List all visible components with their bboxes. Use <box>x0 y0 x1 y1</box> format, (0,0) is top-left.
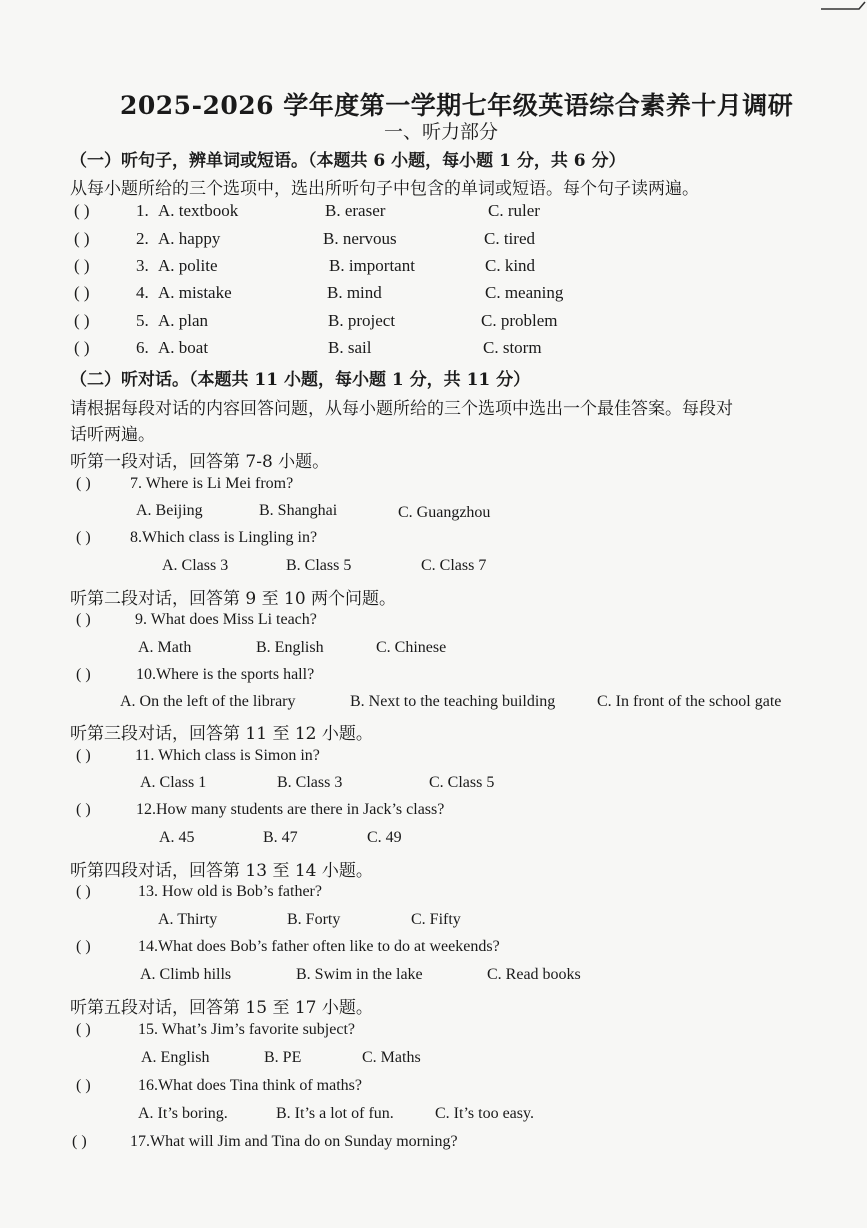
option-c: C. problem <box>481 311 558 330</box>
section1-instruction: 从每小题所给的三个选项中，选出所听句子中包含的单词或短语。每个句子读两遍。 <box>70 179 699 199</box>
question-number: 5. <box>136 311 149 330</box>
option-c: C. Maths <box>362 1049 421 1066</box>
option-a: A. On the left of the library <box>120 693 296 710</box>
option-b: B. sail <box>328 338 372 357</box>
answer-bracket[interactable]: ( ) <box>74 311 90 330</box>
answer-bracket[interactable]: ( ) <box>76 611 91 628</box>
option-b: B. Class 5 <box>286 557 352 574</box>
option-b: B. PE <box>264 1049 302 1066</box>
option-b: B. It’s a lot of fun. <box>276 1105 394 1122</box>
option-b: B. mind <box>327 283 382 302</box>
option-c: C. ruler <box>488 201 540 220</box>
question-stem: 13. How old is Bob’s father? <box>138 883 322 900</box>
question-stem: 14.What does Bob’s father often like to do at weekends? <box>138 938 500 955</box>
question-number: 2. <box>136 229 149 248</box>
option-b: B. Shanghai <box>259 502 338 519</box>
question-stem: 12.How many students are there in Jack’s class? <box>136 801 445 818</box>
answer-bracket[interactable]: ( ) <box>76 883 91 900</box>
question-number: 3. <box>136 256 149 275</box>
answer-bracket[interactable]: ( ) <box>76 938 91 955</box>
section2-instruction: 请根据每段对话的内容回答问题，从每小题所给的三个选项中选出一个最佳答案。每段对 <box>70 399 733 419</box>
question-number: 1. <box>136 201 149 220</box>
option-a: A. Class 3 <box>162 557 229 574</box>
option-c: C. meaning <box>485 283 564 302</box>
option-b: B. 47 <box>263 829 298 846</box>
option-b: B. project <box>328 311 396 330</box>
option-a: A. It’s boring. <box>138 1105 228 1122</box>
option-a: A. Math <box>138 639 192 656</box>
exam-title: 2025-2026 学年度第一学期七年级英语综合素养十月调研 <box>120 91 794 120</box>
option-a: A. happy <box>158 229 221 248</box>
option-a: A. 45 <box>159 829 195 846</box>
option-a: A. textbook <box>158 201 239 220</box>
section2-header: （二）听对话。（本题共 11 小题，每小题 1 分，共 11 分） <box>70 370 531 390</box>
answer-bracket[interactable]: ( ) <box>74 201 90 220</box>
question-stem: 17.What will Jim and Tina do on Sunday morning? <box>130 1133 458 1150</box>
answer-bracket[interactable]: ( ) <box>76 529 91 546</box>
question-stem: 10.Where is the sports hall? <box>136 666 315 683</box>
section1-header: （一）听句子，辨单词或短语。（本题共 6 小题，每小题 1 分，共 6 分） <box>70 151 626 171</box>
option-a: A. Thirty <box>158 911 218 928</box>
option-c: C. Chinese <box>376 639 447 656</box>
question-stem: 9. What does Miss Li teach? <box>135 611 317 628</box>
option-c: C. Class 5 <box>429 774 495 791</box>
option-c: C. 49 <box>367 829 402 846</box>
option-c: C. Read books <box>487 966 581 983</box>
option-b: B. eraser <box>325 201 386 220</box>
answer-bracket[interactable]: ( ) <box>74 338 90 357</box>
answer-bracket[interactable]: ( ) <box>74 256 90 275</box>
option-b: B. important <box>329 256 415 275</box>
answer-bracket[interactable]: ( ) <box>74 283 90 302</box>
option-a: A. boat <box>158 338 209 357</box>
dialogue-intro: 听第一段对话，回答第 7-8 小题。 <box>70 452 330 472</box>
dialogue-intro: 听第五段对话，回答第 15 至 17 小题。 <box>70 998 373 1018</box>
option-c: C. tired <box>484 229 535 248</box>
option-c: C. Class 7 <box>421 557 487 574</box>
dialogue-intro: 听第三段对话，回答第 11 至 12 小题。 <box>70 724 373 744</box>
option-b: B. nervous <box>323 229 397 248</box>
option-a: A. polite <box>158 256 218 275</box>
question-stem: 15. What’s Jim’s favorite subject? <box>138 1021 355 1038</box>
option-a: A. Beijing <box>136 502 203 519</box>
part-title: 一、听力部分 <box>384 121 499 143</box>
answer-bracket[interactable]: ( ) <box>72 1133 87 1150</box>
corner-pen-mark <box>819 0 867 14</box>
answer-bracket[interactable]: ( ) <box>76 801 91 818</box>
option-b: B. English <box>256 639 324 656</box>
option-c: C. Guangzhou <box>398 504 491 521</box>
option-c: C. In front of the school gate <box>597 693 782 710</box>
option-b: B. Next to the teaching building <box>350 693 556 710</box>
answer-bracket[interactable]: ( ) <box>76 747 91 764</box>
question-stem: 11. Which class is Simon in? <box>135 747 320 764</box>
section2-instruction-cont: 话听两遍。 <box>70 425 155 445</box>
option-b: B. Class 3 <box>277 774 343 791</box>
question-stem: 7. Where is Li Mei from? <box>130 475 294 492</box>
option-c: C. It’s too easy. <box>435 1105 534 1122</box>
option-c: C. kind <box>485 256 536 275</box>
question-number: 4. <box>136 283 149 302</box>
option-b: B. Swim in the lake <box>296 966 423 983</box>
answer-bracket[interactable]: ( ) <box>76 666 91 683</box>
option-a: A. Climb hills <box>140 966 232 983</box>
answer-bracket[interactable]: ( ) <box>74 229 90 248</box>
option-c: C. storm <box>483 338 542 357</box>
question-stem: 8.Which class is Lingling in? <box>130 529 318 546</box>
answer-bracket[interactable]: ( ) <box>76 1021 91 1038</box>
option-a: A. Class 1 <box>140 774 207 791</box>
answer-bracket[interactable]: ( ) <box>76 1077 91 1094</box>
answer-bracket[interactable]: ( ) <box>76 475 91 492</box>
option-a: A. mistake <box>158 283 232 302</box>
question-number: 6. <box>136 338 149 357</box>
dialogue-intro: 听第二段对话，回答第 9 至 10 两个问题。 <box>70 589 397 609</box>
option-a: A. English <box>141 1049 210 1066</box>
option-a: A. plan <box>158 311 209 330</box>
option-c: C. Fifty <box>411 911 461 928</box>
dialogue-intro: 听第四段对话，回答第 13 至 14 小题。 <box>70 861 373 881</box>
option-b: B. Forty <box>287 911 341 928</box>
question-stem: 16.What does Tina think of maths? <box>138 1077 362 1094</box>
